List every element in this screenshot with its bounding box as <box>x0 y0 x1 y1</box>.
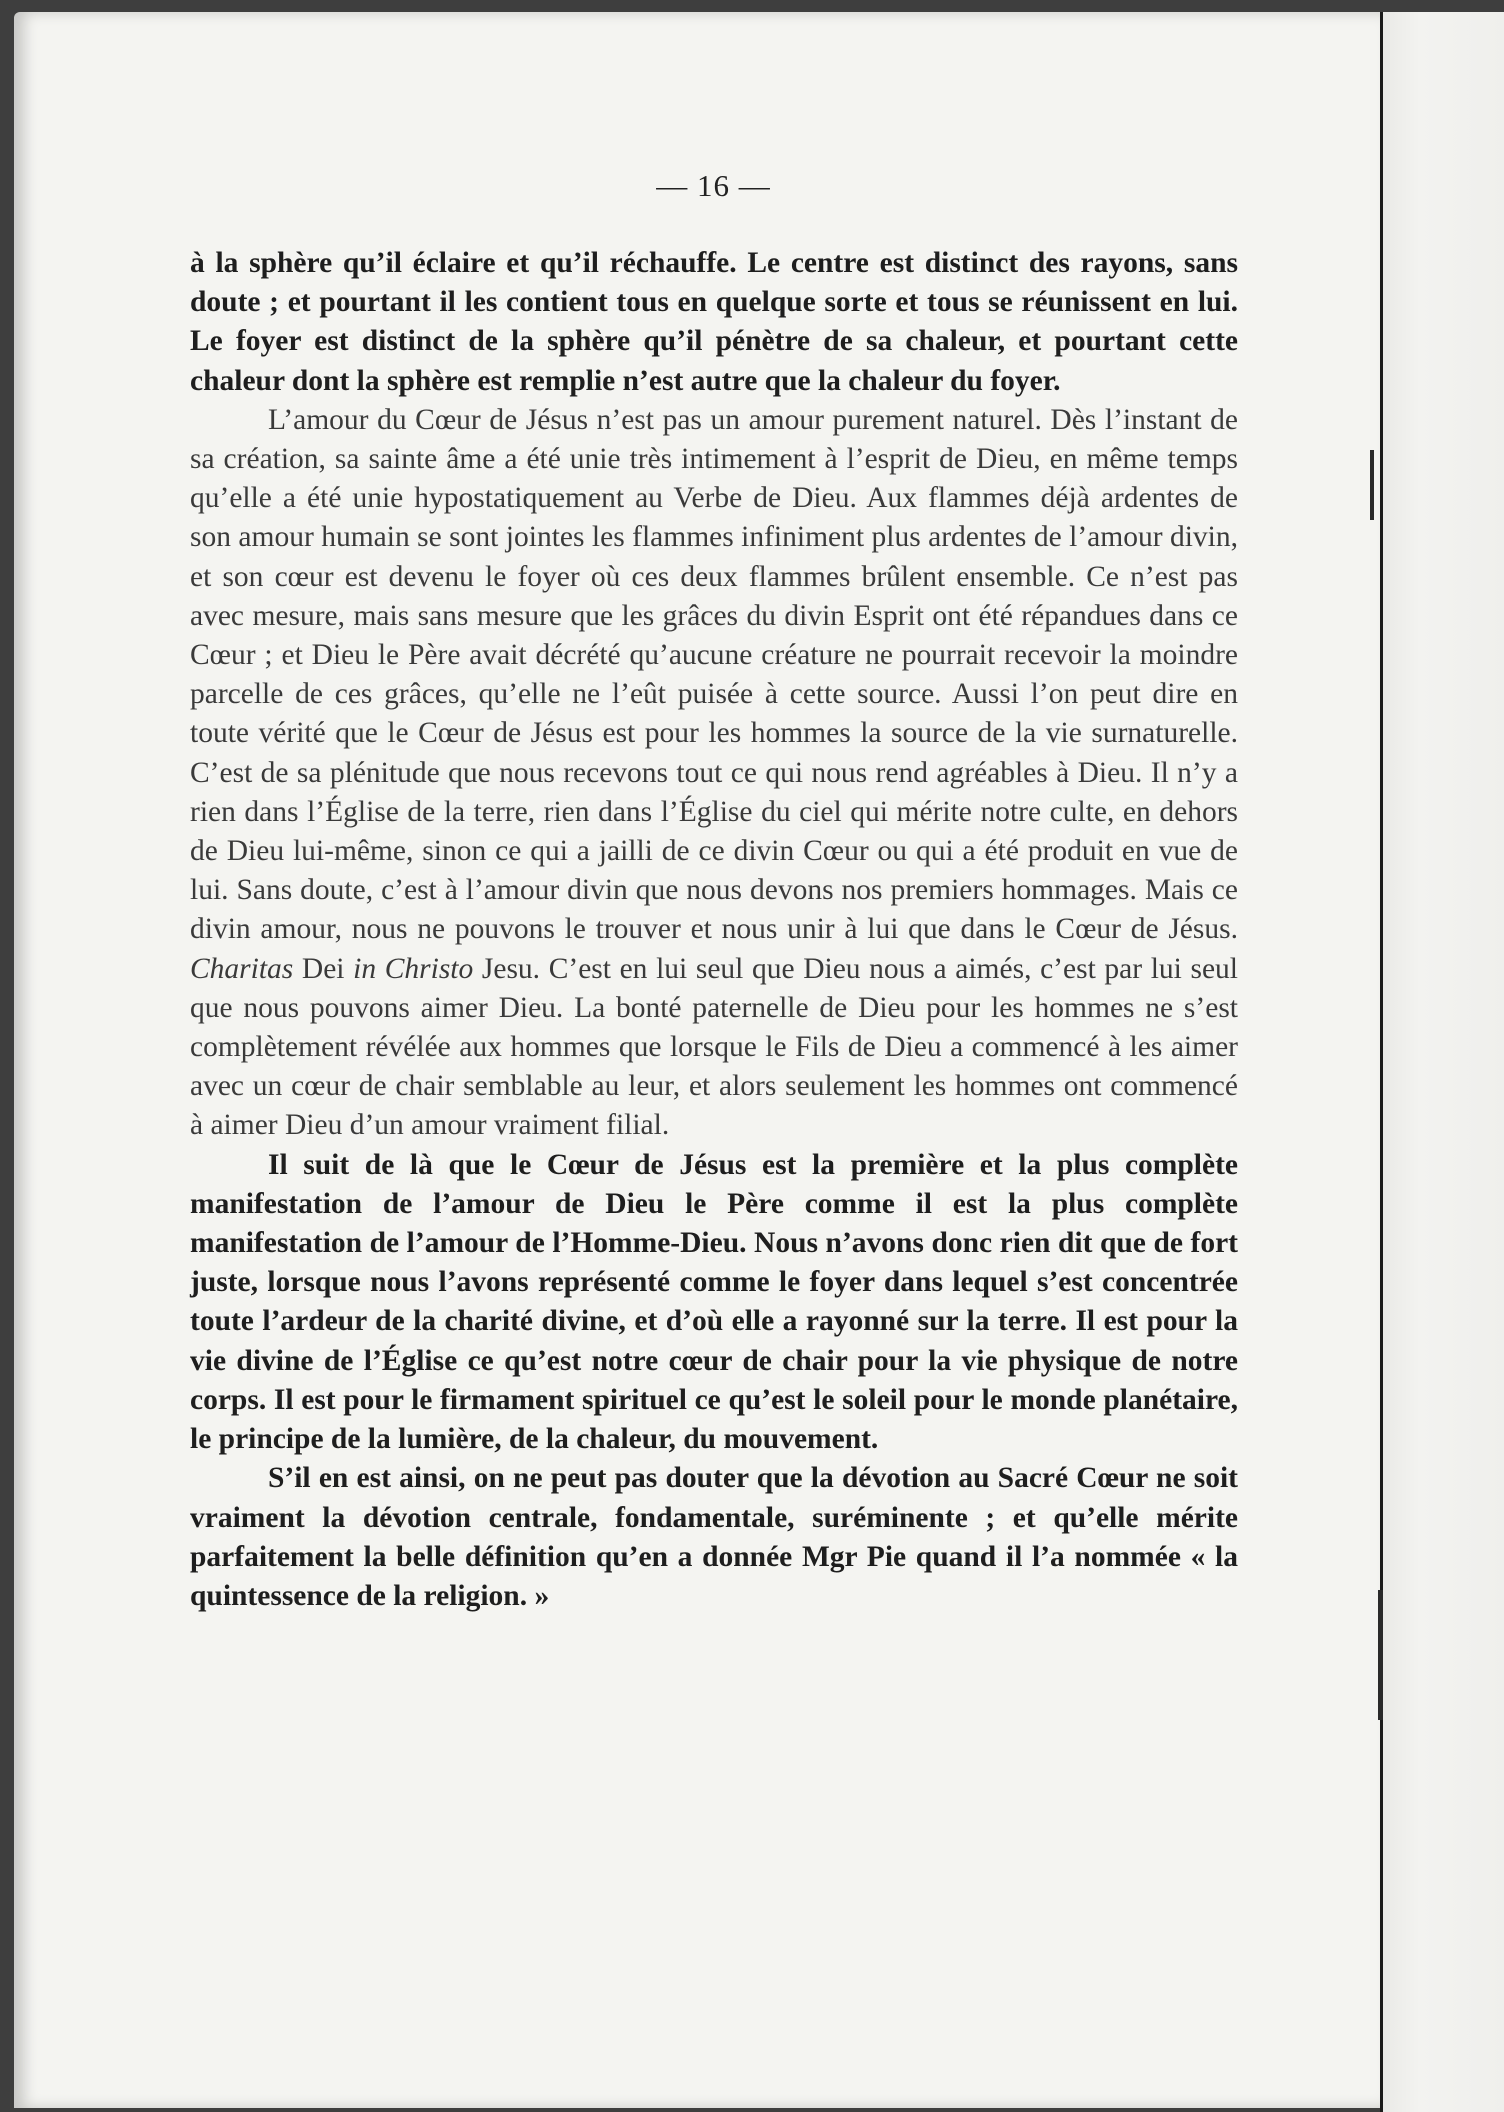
edge-mark <box>1378 1590 1383 1720</box>
paragraph-4: S’il en est ainsi, on ne peut pas douter que la dévotion au Sacré Cœur ne soit vraiment la dévotion centrale, fondamentale, suréminente ; et qu’elle mérite parfaitement la belle définition qu’en a donnée Mgr Pie quand il l’a nommée « la quintessence de la religion. » <box>190 1462 1238 1612</box>
next-page-edge <box>1380 12 1504 2112</box>
edge-mark <box>1370 450 1374 520</box>
page-number: — 16 — <box>656 168 771 203</box>
paragraph-3: Il suit de là que le Cœur de Jésus est la première et la plus complète manifestation de l’amour de Dieu le Père comme il est la plus complète manifestation de l’amour de l’Homme-Dieu. Nous n’avons donc rien dit que de fort juste, lorsque nous l’avons représenté comme le foyer dans lequel s’est concentrée toute l’ardeur de la charité divine, et d’où elle a rayonné sur la terre. Il est pour la vie divine de l’Église ce qu’est notre cœur de chair pour la vie physique de notre corps. Il est pour le firmament spirituel ce qu’est le soleil pour le monde planétaire, le principe de la lumière, de la chaleur, du mouvement. <box>190 1148 1238 1456</box>
body-text <box>190 244 1238 1616</box>
paragraph-2-text-b: Dei <box>293 952 354 985</box>
page-gutter-line <box>1380 12 1383 2112</box>
paragraph-2-text-c: Jesu. C’est en lui seul que Dieu nous a aimés, c’est par lui seul que nous pouvons aimer Dieu. La bonté paternelle de Dieu pour les hommes ne s’est complètement révélée aux hommes que lorsque le Fils de Dieu a commencé à les aimer avec un cœur de chair semblable au leur, et alors seulement les hommes ont commencé à aimer Dieu d’un amour vraiment filial. <box>190 952 1238 1142</box>
paragraph-2-text-a: L’amour du Cœur de Jésus n’est pas un amour purement naturel. Dès l’instant de sa création, sa sainte âme a été unie très intimement à l’esprit de Dieu, en même temps qu’elle a été unie hypostatiquement au Verbe de Dieu. Aux flammes déjà ardentes de son amour humain se sont jointes les flammes infiniment plus ardentes de l’amour divin, et son cœur est devenu le foyer où ces deux flammes brûlent ensemble. Ce n’est pas avec mesure, mais sans mesure que les grâces du divin Esprit ont été répandues dans ce Cœur ; et Dieu le Père avait décrété qu’aucune créature ne pourrait recevoir la moindre parcelle de ces grâces, qu’elle ne l’eût puisée à cette source. Aussi l’on peut dire en toute vérité que le Cœur de Jésus est pour les hommes la source de la vie surnaturelle. C’est de sa plénitude que nous recevons tout ce qui nous rend agréables à Dieu. Il n’y a rien dans l’Église de la terre, rien dans l’Église du ciel qui mérite notre culte, en dehors de Dieu lui-même, sinon ce qui a jailli de ce divin Cœur ou qui a été produit en vue de lui. Sans doute, c’est à l’amour divin que nous devons nos premiers hommages. Mais ce divin amour, nous ne pouvons le trouver et nous unir à lui que dans le Cœur de Jésus. <box>190 403 1238 946</box>
paragraph-1: à la sphère qu’il éclaire et qu’il réchauffe. Le centre est distinct des rayons, sans doute ; et pourtant il les contient tous en quelque sorte et tous se réunissent en lui. Le foyer est distinct de la sphère qu’il pénètre de sa chaleur, et pourtant cette chaleur dont la sphère est remplie n’est autre que la chaleur du foyer. <box>190 247 1238 397</box>
paragraph-2 <box>190 401 1238 1146</box>
italic-charitas: Charitas <box>190 952 294 985</box>
italic-in-christo: in Christo <box>353 952 474 985</box>
